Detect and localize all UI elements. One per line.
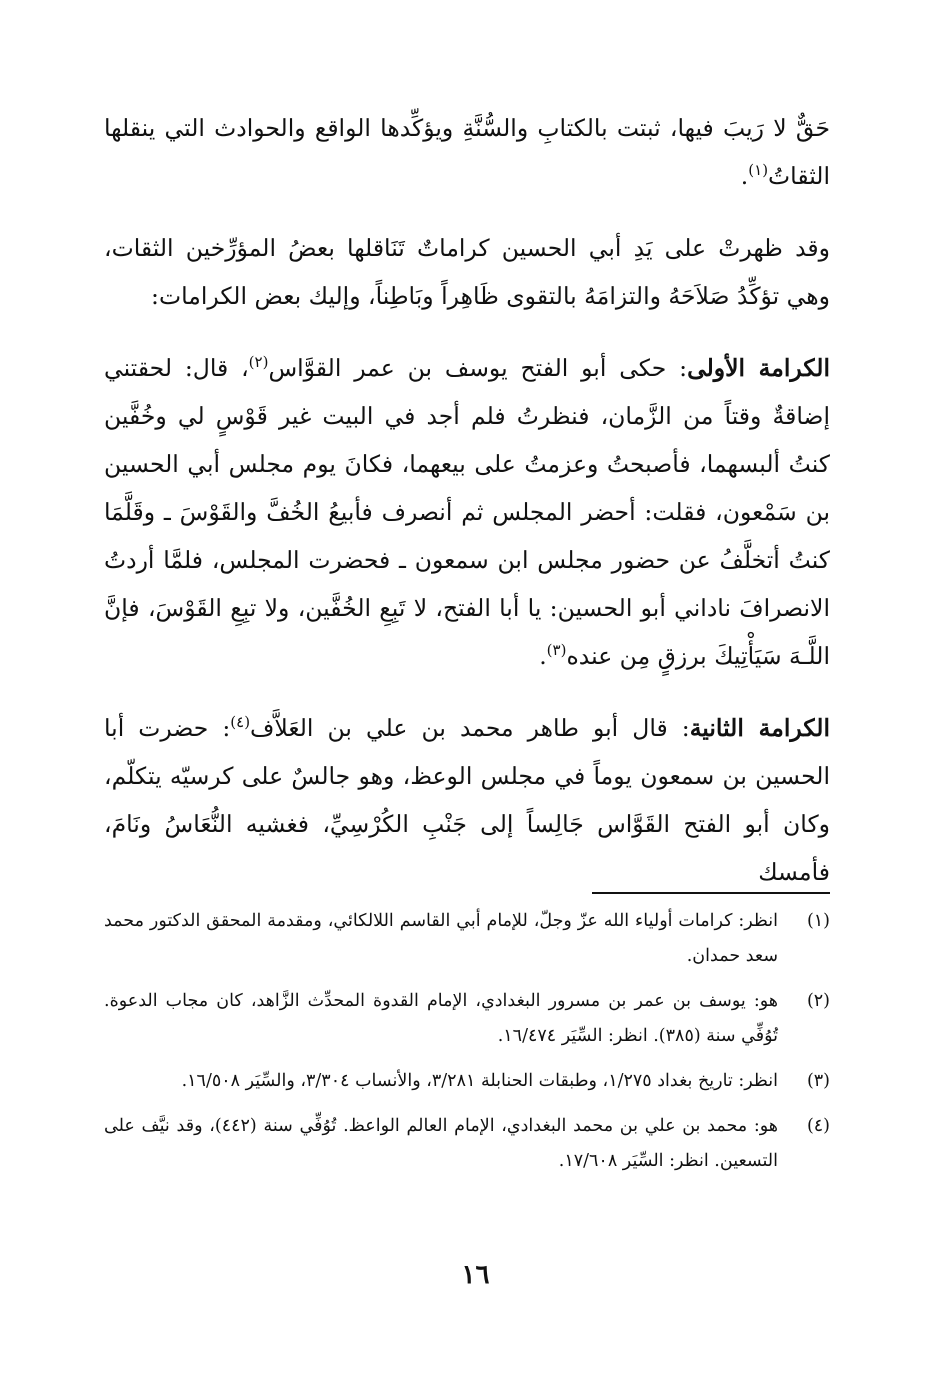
- paragraph-1: [104, 104, 830, 200]
- karama-1-intro: : حكى أبو الفتح يوسف بن عمر القوَّاس: [268, 354, 688, 382]
- footnote-text: انظر: تاريخ بغداد ١/٢٧٥، وطبقات الحنابلة ٣/٢٨١، والأنساب ٣/٣٠٤، والسِّيَر ١٦/٥٠٨.: [181, 1071, 778, 1091]
- paragraph-1-end: .: [740, 162, 749, 190]
- footnote-ref-4[interactable]: (٤): [230, 713, 251, 732]
- karama-2-heading: الكرامة الثانية: [689, 714, 830, 742]
- footnotes-section: [104, 904, 830, 1189]
- footnote-number: (٢): [806, 991, 830, 1011]
- karama-2-text: : حضرت أبا الحسين بن سمعون يوماً في مجلس الوعظ، وهو جالسٌ على كرسيّه يتكلّم، وكان أبو الفتح القَوَّاس جَالِساً إلى جَنْبِ الكُرْسِيِّ، فغشيه النُّعَاسُ ونَامَ، فأمسك: [104, 714, 830, 886]
- footnote-ref-1[interactable]: (١): [748, 161, 769, 180]
- page-number: ١٦: [461, 1260, 490, 1290]
- karama-1-heading: الكرامة الأولى: [687, 354, 830, 382]
- karama-1-end: .: [539, 642, 547, 670]
- karama-2-paragraph: [104, 704, 830, 896]
- karama-2-intro: : قال أبو طاهر محمد بن علي بن العَلاَّف: [250, 714, 690, 742]
- footnote-3: [104, 1064, 830, 1099]
- main-text: [104, 104, 830, 896]
- footnote-text: هو: يوسف بن عمر بن مسرور البغدادي، الإمام القدوة المحدِّث الزَّاهد، كان مجاب الدعوة. تُوُفِّي سنة (٣٨٥). انظر: السِّيَر ١٦/٤٧٤.: [104, 991, 778, 1046]
- footnote-2: [104, 984, 830, 1054]
- paragraph-1-text: حَقٌّ لا رَيبَ فيها، ثبتت بالكتابِ والسُّنَّةِ ويؤكِّدها الواقع والحوادث التي ينقلها الثقاتُ: [104, 114, 830, 190]
- footnote-1: [104, 904, 830, 974]
- footnote-4: [104, 1109, 830, 1179]
- karama-1-paragraph: [104, 344, 830, 680]
- footnote-text: انظر: كرامات أولياء الله عزّ وجلّ، للإمام أبي القاسم اللالكائي، ومقدمة المحقق الدكتور محمد سعد حمدان.: [104, 911, 778, 966]
- footnote-number: (٣): [806, 1071, 830, 1091]
- footnote-text: هو: محمد بن علي بن محمد البغدادي، الإمام العالم الواعظ. تُوُفِّي سنة (٤٤٢)، وقد نيَّف على التسعين. انظر: السِّيَر ١٧/٦٠٨.: [104, 1116, 778, 1171]
- footnote-ref-2[interactable]: (٢): [248, 353, 269, 372]
- footnote-number: (٤): [806, 1116, 830, 1136]
- paragraph-2-text: وقد ظهرتْ على يَدِ أبي الحسين كراماتٌ تَنَاقلها بعضُ المؤرِّخين الثقات، وهي تؤكِّدُ صَلاَحَهُ والتزامَهُ بالتقوى ظَاهِراً وبَاطِناً، وإليك بعض الكرامات:: [104, 234, 830, 310]
- footnote-number: (١): [806, 911, 830, 931]
- footnote-divider: [592, 892, 830, 894]
- karama-1-text: ، قال: لحقتني إضاقةٌ وقتاً من الزَّمان، فنظرتُ فلم أجد في البيت غير قَوْسٍ لي وخُفَّين كنتُ ألبسهما، فأصبحتُ وعزمتُ على بيعهما، فكانَ يوم مجلس أبي الحسين بن سَمْعون، فقلت: أحضر المجلس ثم أنصرف فأبيعُ الخُفَّ والقَوْسَ ـ وقَلَّمَا كنتُ أتخلَّفُ عن حضور مجلس ابن سمعون ـ فحضرت المجلس، فلمَّا أردتُ الانصرافَ ناداني أبو الحسين: يا أبا الفتح، لا تَبِعِ الخُفَّين، ولا تبِعِ القَوْسَ، فإنَّ اللَّـهَ سَيَأْتِيكَ برزقٍ مِن عنده: [104, 354, 830, 670]
- footnote-ref-3[interactable]: (٣): [546, 641, 567, 660]
- paragraph-2: [104, 224, 830, 320]
